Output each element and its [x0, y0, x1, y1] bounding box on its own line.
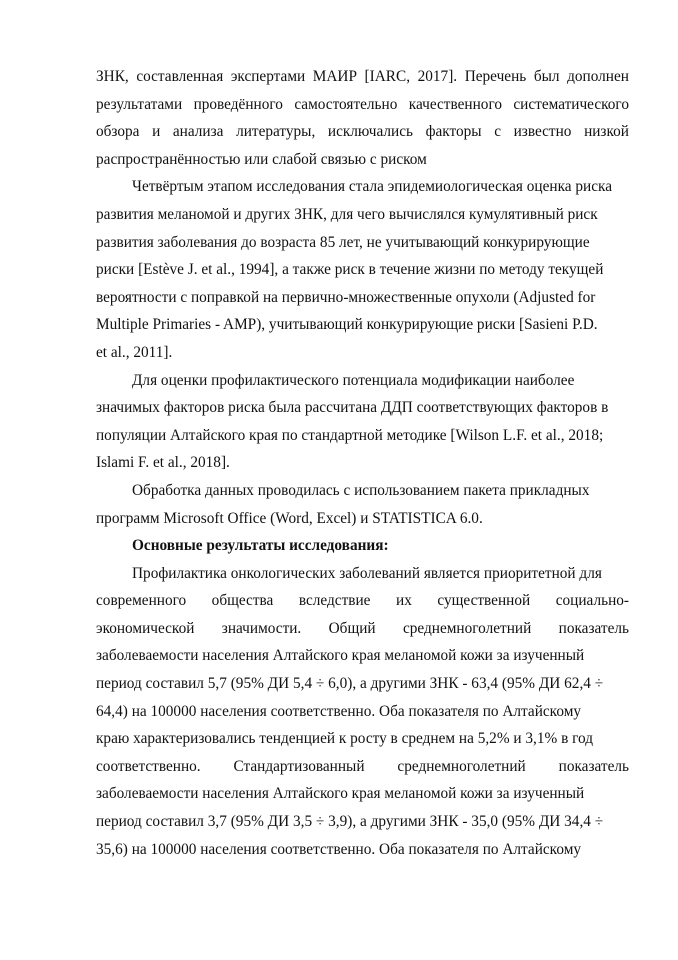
word: известно	[513, 123, 572, 141]
text-line: Четвёртым этапом исследования стала эпидемиологическая оценка риска	[132, 178, 613, 196]
word: экономической	[96, 619, 195, 637]
word: вследствие	[298, 592, 371, 610]
paragraph-2	[96, 173, 629, 366]
word: самостоятельно	[294, 95, 398, 113]
word: [IARC,	[364, 68, 411, 85]
text-line-justified	[96, 587, 629, 615]
paragraph-5	[96, 560, 629, 864]
text-line: период составил 3,7 (95% ДИ 3,5 ÷ 3,9), а другими ЗНК - 35,0 (95% ДИ 34,4 ÷	[96, 813, 604, 831]
word: Перечень	[464, 68, 527, 85]
paragraph-1	[96, 63, 629, 173]
word: составленная	[136, 68, 224, 85]
word: факторы	[425, 123, 482, 141]
word: среднемноголетний	[397, 757, 526, 775]
document-page	[96, 63, 629, 863]
word: 2017].	[417, 68, 458, 85]
word: существенной	[437, 592, 531, 610]
text-line: et al., 2011].	[96, 343, 173, 361]
text-line: Multiple Primaries - AMP), учитывающий конкурирующие риски [Sasieni P.D.	[96, 316, 598, 334]
word: общества	[211, 592, 274, 610]
word: с	[494, 123, 501, 141]
text-line: развития меланомой и других ЗНК, для чего вычислялся кумулятивный риск	[96, 205, 598, 223]
word: соответственно.	[96, 757, 201, 775]
word: их	[396, 592, 412, 610]
word: обзора	[96, 123, 140, 141]
text-line: популяции Алтайского края по стандартной методике [Wilson L.F. et al., 2018;	[96, 426, 604, 444]
text-line: 64,4) на 100000 населения соответственно. Оба показателя по Алтайскому	[96, 702, 582, 720]
word: анализа	[172, 123, 224, 141]
word: ЗНК,	[96, 68, 129, 85]
word: среднемноголетний	[402, 619, 532, 637]
text-line: риски [Estève J. et al., 1994], а также риск в течение жизни по методу текущей	[96, 261, 604, 279]
word: систематического	[513, 95, 629, 113]
word: литературы,	[236, 123, 316, 141]
word: проведённого	[193, 95, 283, 113]
word: экспертами	[230, 68, 306, 85]
text-line: краю характеризовались тенденцией к росту в среднем на 5,2% и 3,1% в год	[96, 730, 594, 748]
word: социально-	[555, 592, 629, 610]
text-line: программ Microsoft Office (Word, Excel) и STATISTICA 6.0.	[96, 509, 483, 527]
text-line: Обработка данных проводилась с использованием пакета прикладных	[132, 481, 590, 499]
text-line: Для оценки профилактического потенциала модификации наиболее	[132, 371, 575, 389]
text-line: распространённостью или слабой связью с риском	[96, 150, 427, 168]
paragraph-4	[96, 477, 629, 532]
text-line	[96, 91, 629, 119]
word: результатами	[96, 95, 183, 113]
text-line: развития заболевания до возраста 85 лет, не учитывающий конкурирующие	[96, 233, 590, 251]
text-line: период составил 5,7 (95% ДИ 5,4 ÷ 6,0), а другими ЗНК - 63,4 (95% ДИ 62,4 ÷	[96, 675, 604, 693]
word: Общий	[328, 619, 376, 637]
text-line: заболеваемости населения Алтайского края меланомой кожи за изученный	[96, 785, 585, 803]
word: МАИР	[312, 68, 357, 85]
text-line: заболеваемости населения Алтайского края меланомой кожи за изученный	[96, 647, 585, 665]
word: современного	[96, 592, 187, 610]
word: качественного	[408, 95, 502, 113]
text-line-justified	[96, 615, 629, 643]
word: низкой	[584, 123, 629, 141]
text-line	[96, 63, 629, 91]
text-line: 35,6) на 100000 населения соответственно. Оба показателя по Алтайскому	[96, 840, 582, 858]
section-heading: Основные результаты исследования:	[132, 537, 389, 555]
text-line-justified	[96, 753, 629, 781]
paragraph-3	[96, 367, 629, 477]
text-line: вероятности с поправкой на первично-множественные опухоли (Adjusted for	[96, 288, 596, 306]
text-line	[96, 118, 629, 146]
word: исключались	[327, 123, 413, 141]
word: был	[533, 68, 560, 85]
word: Стандартизованный	[233, 757, 365, 775]
text-line: значимых факторов риска была рассчитана ДДП соответствующих факторов в	[96, 399, 609, 417]
text-line: Islami F. et al., 2018].	[96, 454, 230, 472]
word: показатель	[558, 619, 629, 637]
word: дополнен	[567, 68, 629, 85]
text-line: Профилактика онкологических заболеваний является приоритетной для	[132, 564, 602, 582]
word: и	[152, 123, 161, 141]
word: показатель	[558, 757, 629, 775]
word: значимости.	[221, 619, 302, 637]
